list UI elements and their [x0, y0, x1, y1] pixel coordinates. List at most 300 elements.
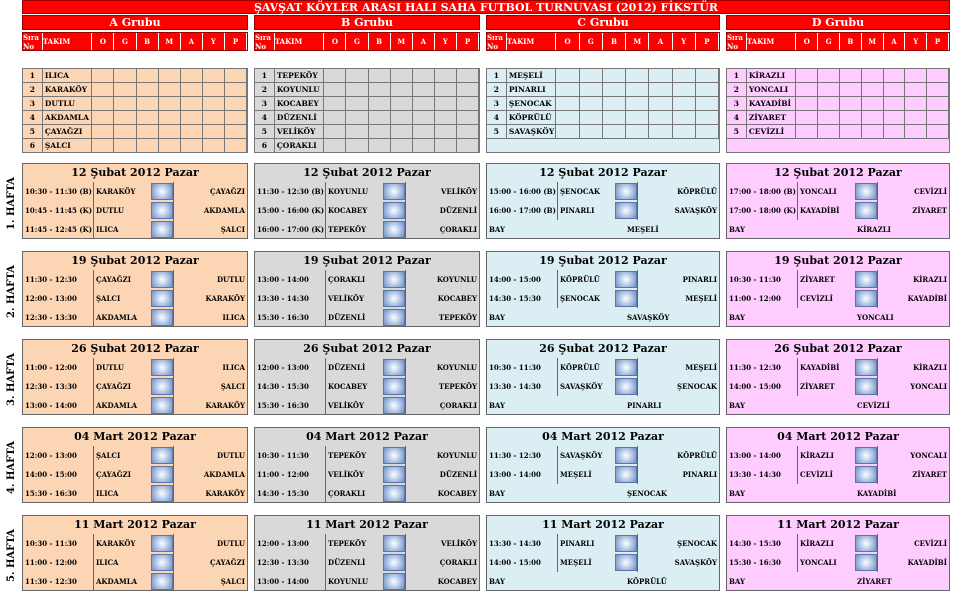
stat-cell — [457, 125, 479, 138]
score-cell[interactable] — [615, 183, 637, 200]
home-team: CEVİZLİ — [797, 289, 855, 308]
home-team: KİRAZLI — [797, 446, 855, 465]
match-row — [23, 396, 247, 415]
team-rank: 1 — [23, 69, 43, 82]
stat-cell — [413, 125, 435, 138]
away-team: ÇAYAĞZI — [173, 553, 247, 572]
score-cell[interactable] — [151, 271, 173, 288]
fixture-block — [486, 427, 720, 503]
bye-row — [487, 308, 719, 327]
stat-cell — [324, 139, 346, 152]
away-team: ŞALCI — [173, 572, 247, 591]
stat-cell — [369, 69, 391, 82]
match-time: 12:00 - 13:00 — [257, 363, 309, 372]
match-row — [255, 572, 479, 591]
home-team: KÖPRÜLÜ — [557, 270, 615, 289]
match-date: 19 Şubat 2012 Pazar — [71, 254, 199, 267]
score-cell[interactable] — [855, 447, 877, 464]
bye-row — [727, 220, 949, 239]
score-cell[interactable] — [151, 202, 173, 219]
fixture-block — [254, 251, 480, 327]
home-team: ŞALCI — [93, 446, 151, 465]
standings-table — [486, 68, 720, 153]
match-row — [255, 201, 479, 220]
team-name: KİRAZLI — [747, 69, 797, 82]
match-row — [23, 220, 247, 239]
column-g: G — [818, 33, 840, 50]
stat-cell — [181, 125, 203, 138]
team-rank: 2 — [23, 83, 43, 96]
away-team: TEPEKÖY — [405, 377, 479, 396]
stat-cell — [92, 97, 114, 110]
score-cell[interactable] — [383, 221, 405, 238]
stat-cell — [181, 69, 203, 82]
column-b: B — [369, 33, 391, 50]
column-takim: TAKIM — [507, 33, 557, 50]
match-row — [23, 377, 247, 396]
stat-cell — [435, 125, 457, 138]
team-name: KAYADİBİ — [747, 97, 797, 110]
stat-cell — [673, 111, 696, 124]
score-cell[interactable] — [151, 183, 173, 200]
away-team: ÇAYAĞZI — [173, 182, 247, 201]
stat-cell — [203, 97, 225, 110]
score-cell[interactable] — [151, 447, 173, 464]
bye-team: MEŞELİ — [627, 225, 659, 234]
column-m: M — [862, 33, 884, 50]
score-cell[interactable] — [151, 309, 173, 326]
match-time: 13:30 - 14:30 — [489, 382, 541, 391]
stat-cell — [603, 125, 626, 138]
score-cell[interactable] — [855, 290, 877, 307]
stat-cell — [884, 111, 906, 124]
score-cell[interactable] — [855, 535, 877, 552]
home-team: SAVAŞKÖY — [557, 377, 615, 396]
stat-cell — [159, 69, 181, 82]
score-cell[interactable] — [383, 378, 405, 395]
match-time: 17:00 - 18:00 (K) — [729, 206, 797, 215]
stat-cell — [673, 97, 696, 110]
standings-row — [23, 69, 247, 83]
stat-cell — [927, 111, 949, 124]
match-date: 19 Şubat 2012 Pazar — [774, 254, 902, 267]
stat-cell — [603, 97, 626, 110]
match-time: 14:00 - 15:00 — [729, 382, 781, 391]
team-rank: 4 — [23, 111, 43, 124]
team-rank: 4 — [255, 111, 275, 124]
stat-cell — [673, 125, 696, 138]
team-rank: 1 — [255, 69, 275, 82]
match-time: 13:30 - 14:30 — [257, 294, 309, 303]
stat-cell — [626, 83, 649, 96]
match-row — [23, 182, 247, 201]
score-cell[interactable] — [855, 183, 877, 200]
stat-cell — [862, 83, 884, 96]
stat-cell — [840, 69, 862, 82]
stat-cell — [649, 83, 672, 96]
stat-cell — [435, 69, 457, 82]
score-cell[interactable] — [855, 202, 877, 219]
stat-cell — [818, 69, 840, 82]
score-cell[interactable] — [615, 554, 637, 571]
match-time: 10:30 - 11:30 — [729, 275, 781, 284]
home-team: DÜZENLİ — [325, 308, 383, 327]
score-cell[interactable] — [151, 485, 173, 502]
stat-cell — [92, 111, 114, 124]
stat-cell — [203, 125, 225, 138]
match-date: 12 Şubat 2012 Pazar — [774, 166, 902, 179]
match-time: 10:30 - 11:30 (B) — [25, 187, 92, 196]
score-cell[interactable] — [615, 535, 637, 552]
week-label — [0, 427, 22, 507]
bye-label: BAY — [729, 225, 745, 234]
stat-cell — [905, 97, 927, 110]
team-rank: 6 — [255, 139, 275, 152]
column-m: M — [159, 33, 181, 50]
standings-row — [727, 111, 949, 125]
away-team: ZİYARET — [877, 465, 949, 484]
team-name: MEŞELİ — [507, 69, 557, 82]
match-time: 15:30 - 16:30 — [257, 313, 309, 322]
away-team: ŞALCI — [173, 377, 247, 396]
standings-table — [726, 68, 950, 153]
week-label-text: 1. HAFTA — [5, 176, 17, 230]
match-row — [487, 534, 719, 553]
page-title: ŞAVŞAT KÖYLER ARASI HALI SAHA FUTBOL TURNUVASI (2012) FİKSTÜR — [22, 0, 950, 14]
away-team: DUTLU — [173, 270, 247, 289]
score-cell[interactable] — [615, 202, 637, 219]
bye-row — [487, 572, 719, 591]
score-cell[interactable] — [383, 466, 405, 483]
match-row — [487, 377, 719, 396]
stat-cell — [92, 83, 114, 96]
score-cell[interactable] — [383, 309, 405, 326]
standings-row — [487, 97, 719, 111]
stat-cell — [649, 111, 672, 124]
score-cell[interactable] — [383, 183, 405, 200]
stat-cell — [346, 125, 368, 138]
standings-row — [255, 139, 479, 153]
match-time: 11:30 - 12:30 (B) — [257, 187, 324, 196]
match-time: 14:00 - 15:00 — [489, 558, 541, 567]
week-label-text: 5. HAFTA — [5, 528, 17, 582]
week-label-text: 3. HAFTA — [5, 352, 17, 406]
away-team: VELİKÖY — [405, 182, 479, 201]
score-cell[interactable] — [383, 397, 405, 414]
score-cell[interactable] — [151, 397, 173, 414]
stat-cell — [927, 83, 949, 96]
team-rank: 5 — [727, 125, 747, 138]
home-team: ÇAYAĞZI — [93, 377, 151, 396]
team-name: DUTLU — [43, 97, 93, 110]
team-name: ILICA — [43, 69, 93, 82]
stat-cell — [905, 111, 927, 124]
home-team: ILICA — [93, 553, 151, 572]
away-team: ŞENOCAK — [637, 534, 719, 553]
score-cell[interactable] — [855, 359, 877, 376]
match-row — [255, 308, 479, 327]
match-time: 15:30 - 16:30 — [729, 558, 781, 567]
home-team: DÜZENLİ — [325, 358, 383, 377]
match-date: 26 Şubat 2012 Pazar — [539, 342, 667, 355]
column-b: B — [840, 33, 862, 50]
away-team: ILICA — [173, 308, 247, 327]
stat-cell — [324, 83, 346, 96]
away-team: VELİKÖY — [405, 534, 479, 553]
match-time: 12:30 - 13:30 — [25, 382, 77, 391]
stat-cell — [884, 83, 906, 96]
score-cell[interactable] — [615, 378, 637, 395]
column-a: A — [884, 33, 906, 50]
column-b: B — [603, 33, 626, 50]
team-rank: 4 — [727, 111, 747, 124]
score-cell[interactable] — [615, 290, 637, 307]
fixture-block — [254, 163, 480, 239]
score-cell[interactable] — [151, 290, 173, 307]
score-cell[interactable] — [151, 359, 173, 376]
away-team: KARAKÖY — [173, 484, 247, 503]
away-team: TEPEKÖY — [405, 308, 479, 327]
away-team: DÜZENLİ — [405, 465, 479, 484]
stat-cell — [796, 69, 818, 82]
match-date: 11 Mart 2012 Pazar — [74, 518, 196, 531]
score-cell[interactable] — [383, 447, 405, 464]
score-cell[interactable] — [383, 290, 405, 307]
stat-cell — [580, 69, 603, 82]
standings-row — [23, 97, 247, 111]
stat-cell — [413, 69, 435, 82]
stat-cell — [818, 111, 840, 124]
stat-cell — [92, 125, 114, 138]
stat-cell — [435, 111, 457, 124]
bye-row — [487, 396, 719, 415]
match-row — [23, 270, 247, 289]
score-cell[interactable] — [383, 554, 405, 571]
stat-cell — [840, 97, 862, 110]
team-rank: 5 — [487, 125, 507, 138]
match-row — [727, 270, 949, 289]
fixture-block — [486, 339, 720, 415]
home-team: DUTLU — [93, 201, 151, 220]
stat-cell — [413, 111, 435, 124]
match-row — [255, 465, 479, 484]
stat-cell — [862, 69, 884, 82]
stat-cell — [435, 139, 457, 152]
score-cell[interactable] — [151, 535, 173, 552]
match-row — [255, 220, 479, 239]
score-cell[interactable] — [383, 359, 405, 376]
standings-row — [487, 111, 719, 125]
stat-cell — [114, 139, 136, 152]
stat-cell — [696, 97, 719, 110]
score-cell[interactable] — [383, 535, 405, 552]
home-team: KOCABEY — [325, 201, 383, 220]
home-team: VELİKÖY — [325, 396, 383, 415]
column-o: O — [324, 33, 346, 50]
team-name: ÇORAKLI — [275, 139, 325, 152]
column-o: O — [556, 33, 579, 50]
column-y: Y — [673, 33, 696, 50]
bye-row — [727, 396, 949, 415]
bye-team: KİRAZLI — [857, 225, 891, 234]
score-cell[interactable] — [855, 554, 877, 571]
stat-cell — [649, 97, 672, 110]
stat-cell — [556, 111, 579, 124]
home-team: TEPEKÖY — [325, 534, 383, 553]
match-row — [255, 182, 479, 201]
stat-cell — [649, 69, 672, 82]
home-team: ÇAYAĞZI — [93, 270, 151, 289]
match-row — [487, 553, 719, 572]
away-team: AKDAMLA — [173, 465, 247, 484]
match-row — [727, 377, 949, 396]
stat-cell — [114, 97, 136, 110]
stat-cell — [137, 97, 159, 110]
bye-label: BAY — [489, 489, 505, 498]
team-name: ZİYARET — [747, 111, 797, 124]
stat-cell — [905, 69, 927, 82]
stat-cell — [413, 139, 435, 152]
stat-cell — [369, 111, 391, 124]
score-cell[interactable] — [383, 271, 405, 288]
stat-cell — [457, 97, 479, 110]
bye-label: BAY — [729, 489, 745, 498]
column-sira: Sıra No — [727, 33, 747, 50]
stat-cell — [673, 83, 696, 96]
stat-cell — [225, 69, 247, 82]
home-team: KOYUNLU — [325, 182, 383, 201]
fixture-block — [254, 339, 480, 415]
home-team: KAYADİBİ — [797, 358, 855, 377]
bye-label: BAY — [489, 225, 505, 234]
match-row — [255, 358, 479, 377]
match-time: 14:00 - 15:00 — [489, 275, 541, 284]
score-cell[interactable] — [615, 359, 637, 376]
stat-cell — [346, 139, 368, 152]
home-team: KOYUNLU — [325, 572, 383, 591]
match-row — [255, 270, 479, 289]
stat-cell — [225, 97, 247, 110]
bye-label: BAY — [729, 313, 745, 322]
score-cell[interactable] — [383, 202, 405, 219]
match-time: 12:00 - 13:00 — [257, 539, 309, 548]
score-cell[interactable] — [151, 554, 173, 571]
score-cell[interactable] — [855, 466, 877, 483]
stat-cell — [159, 97, 181, 110]
score-cell[interactable] — [383, 573, 405, 590]
away-team: ILICA — [173, 358, 247, 377]
stat-cell — [346, 69, 368, 82]
standings-row — [727, 97, 949, 111]
team-rank: 5 — [23, 125, 43, 138]
match-row — [255, 534, 479, 553]
stat-cell — [369, 83, 391, 96]
score-cell[interactable] — [855, 378, 877, 395]
stat-cell — [884, 69, 906, 82]
week-label — [0, 251, 22, 331]
home-team: ILICA — [93, 484, 151, 503]
match-row — [727, 182, 949, 201]
stat-cell — [457, 139, 479, 152]
stat-cell — [181, 83, 203, 96]
stat-cell — [696, 125, 719, 138]
column-takim: TAKIM — [747, 33, 797, 50]
match-row — [727, 534, 949, 553]
score-cell[interactable] — [615, 447, 637, 464]
away-team: ŞALCI — [173, 220, 247, 239]
column-b: B — [137, 33, 159, 50]
score-cell[interactable] — [151, 378, 173, 395]
standings-column-header — [726, 32, 950, 51]
score-cell[interactable] — [151, 466, 173, 483]
stat-cell — [391, 111, 413, 124]
bye-row — [727, 308, 949, 327]
team-name: ÇAYAĞZI — [43, 125, 93, 138]
stat-cell — [905, 125, 927, 138]
stat-cell — [435, 97, 457, 110]
home-team: YONCALI — [797, 553, 855, 572]
away-team: KOYUNLU — [405, 270, 479, 289]
home-team: ÇAYAĞZI — [93, 465, 151, 484]
fixture-block — [726, 427, 950, 503]
match-date: 26 Şubat 2012 Pazar — [71, 342, 199, 355]
score-cell[interactable] — [151, 573, 173, 590]
stat-cell — [369, 139, 391, 152]
match-row — [23, 289, 247, 308]
stat-cell — [457, 111, 479, 124]
bye-team: ZİYARET — [857, 577, 892, 586]
bye-team: KAYADİBİ — [857, 489, 897, 498]
match-time: 11:00 - 12:00 — [729, 294, 781, 303]
standings-row — [727, 125, 949, 139]
week-label-text: 4. HAFTA — [5, 440, 17, 494]
bye-label: BAY — [489, 313, 505, 322]
home-team: DUTLU — [93, 358, 151, 377]
match-row — [23, 446, 247, 465]
team-rank: 3 — [255, 97, 275, 110]
score-cell[interactable] — [855, 271, 877, 288]
score-cell[interactable] — [383, 485, 405, 502]
match-row — [255, 289, 479, 308]
home-team: PINARLI — [557, 534, 615, 553]
standings-column-header — [486, 32, 720, 51]
stat-cell — [840, 125, 862, 138]
stat-cell — [818, 97, 840, 110]
stat-cell — [203, 111, 225, 124]
stat-cell — [862, 125, 884, 138]
week-label-text: 2. HAFTA — [5, 264, 17, 318]
stat-cell — [862, 111, 884, 124]
fixture-block — [22, 515, 248, 591]
stat-cell — [796, 83, 818, 96]
match-row — [727, 553, 949, 572]
match-time: 14:30 - 15:30 — [257, 382, 309, 391]
score-cell[interactable] — [615, 271, 637, 288]
home-team: ÇORAKLI — [325, 270, 383, 289]
away-team: KOYUNLU — [405, 446, 479, 465]
away-team: KİRAZLI — [877, 358, 949, 377]
home-team: PINARLI — [557, 201, 615, 220]
group-header: C Grubu — [486, 15, 720, 30]
away-team: KÖPRÜLÜ — [637, 446, 719, 465]
team-name: KÖPRÜLÜ — [507, 111, 557, 124]
match-row — [255, 396, 479, 415]
home-team: KİRAZLI — [797, 534, 855, 553]
match-time: 13:00 - 14:00 — [489, 470, 541, 479]
column-p: P — [225, 33, 247, 50]
score-cell[interactable] — [615, 466, 637, 483]
score-cell[interactable] — [151, 221, 173, 238]
